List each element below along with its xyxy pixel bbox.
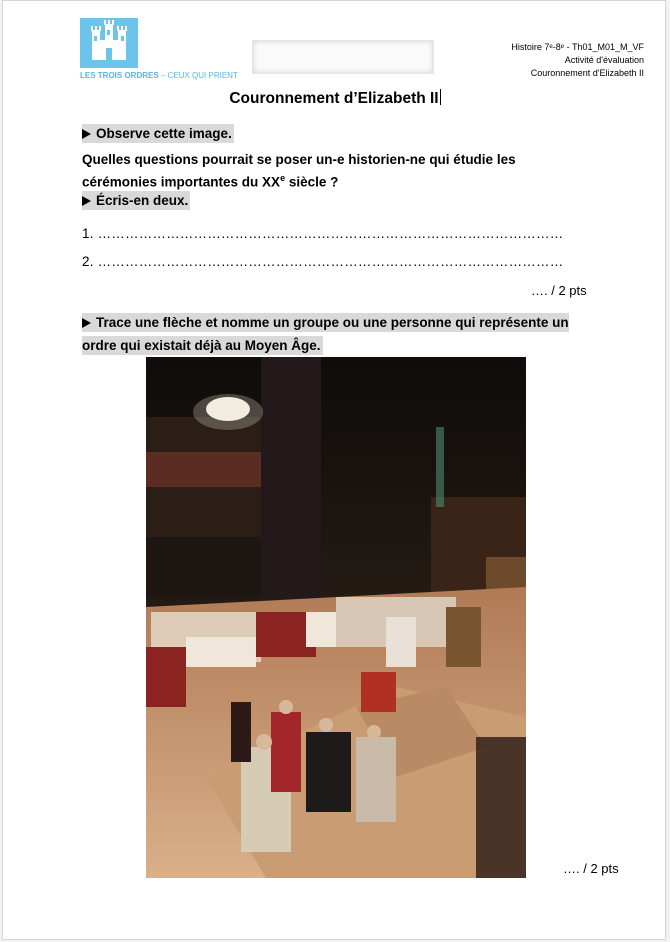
student-name-field[interactable] xyxy=(252,40,434,74)
document-reference xyxy=(511,41,644,80)
logo xyxy=(80,18,238,80)
triangle-bullet-icon xyxy=(82,129,91,139)
points-score-1: …. / 2 pts xyxy=(531,283,587,298)
ref-line-activity: Activité d'évaluation xyxy=(564,55,644,65)
text-cursor xyxy=(440,89,441,105)
coronation-photo xyxy=(146,357,526,878)
question-part1: Quelles questions pourrait se poser un-e historien-ne qui étudie les cérémonies importantes du XX xyxy=(82,152,516,190)
instruction-write-text: Écris-en deux. xyxy=(96,193,189,208)
logo-title: LES TROIS ORDRES xyxy=(80,71,159,80)
instruction-observe-text: Observe cette image. xyxy=(96,126,232,141)
question-superscript: e xyxy=(280,173,286,183)
logo-subtitle: – CEUX QUI PRIENT xyxy=(160,71,238,80)
answer-line-2[interactable]: 2. ………………………………………………………………………………………… xyxy=(82,254,564,269)
triangle-bullet-icon xyxy=(82,318,91,328)
instruction-observe xyxy=(82,126,234,141)
instruction-arrow-text: Trace une flèche et nomme un groupe ou une personne qui représente un ordre qui existait déjà au Moyen Âge. xyxy=(82,315,569,353)
logo-text xyxy=(80,71,238,80)
triangle-bullet-icon xyxy=(82,196,91,206)
instruction-arrow xyxy=(82,311,582,357)
ref-line-topic: Couronnement d'Elizabeth II xyxy=(530,68,644,78)
question-part2: siècle ? xyxy=(285,174,339,190)
ref-line-course: Histoire 7ᵉ-8ᵉ - Th01_M01_M_VF xyxy=(511,42,644,52)
answer-line-1[interactable]: 1. ………………………………………………………………………………………… xyxy=(82,226,564,241)
page-title xyxy=(0,89,670,108)
instruction-write xyxy=(82,193,190,208)
castle-icon xyxy=(80,18,138,68)
question-text xyxy=(82,150,562,192)
page-title-text: Couronnement d’Elizabeth II xyxy=(229,90,439,107)
points-score-2: …. / 2 pts xyxy=(563,861,619,876)
